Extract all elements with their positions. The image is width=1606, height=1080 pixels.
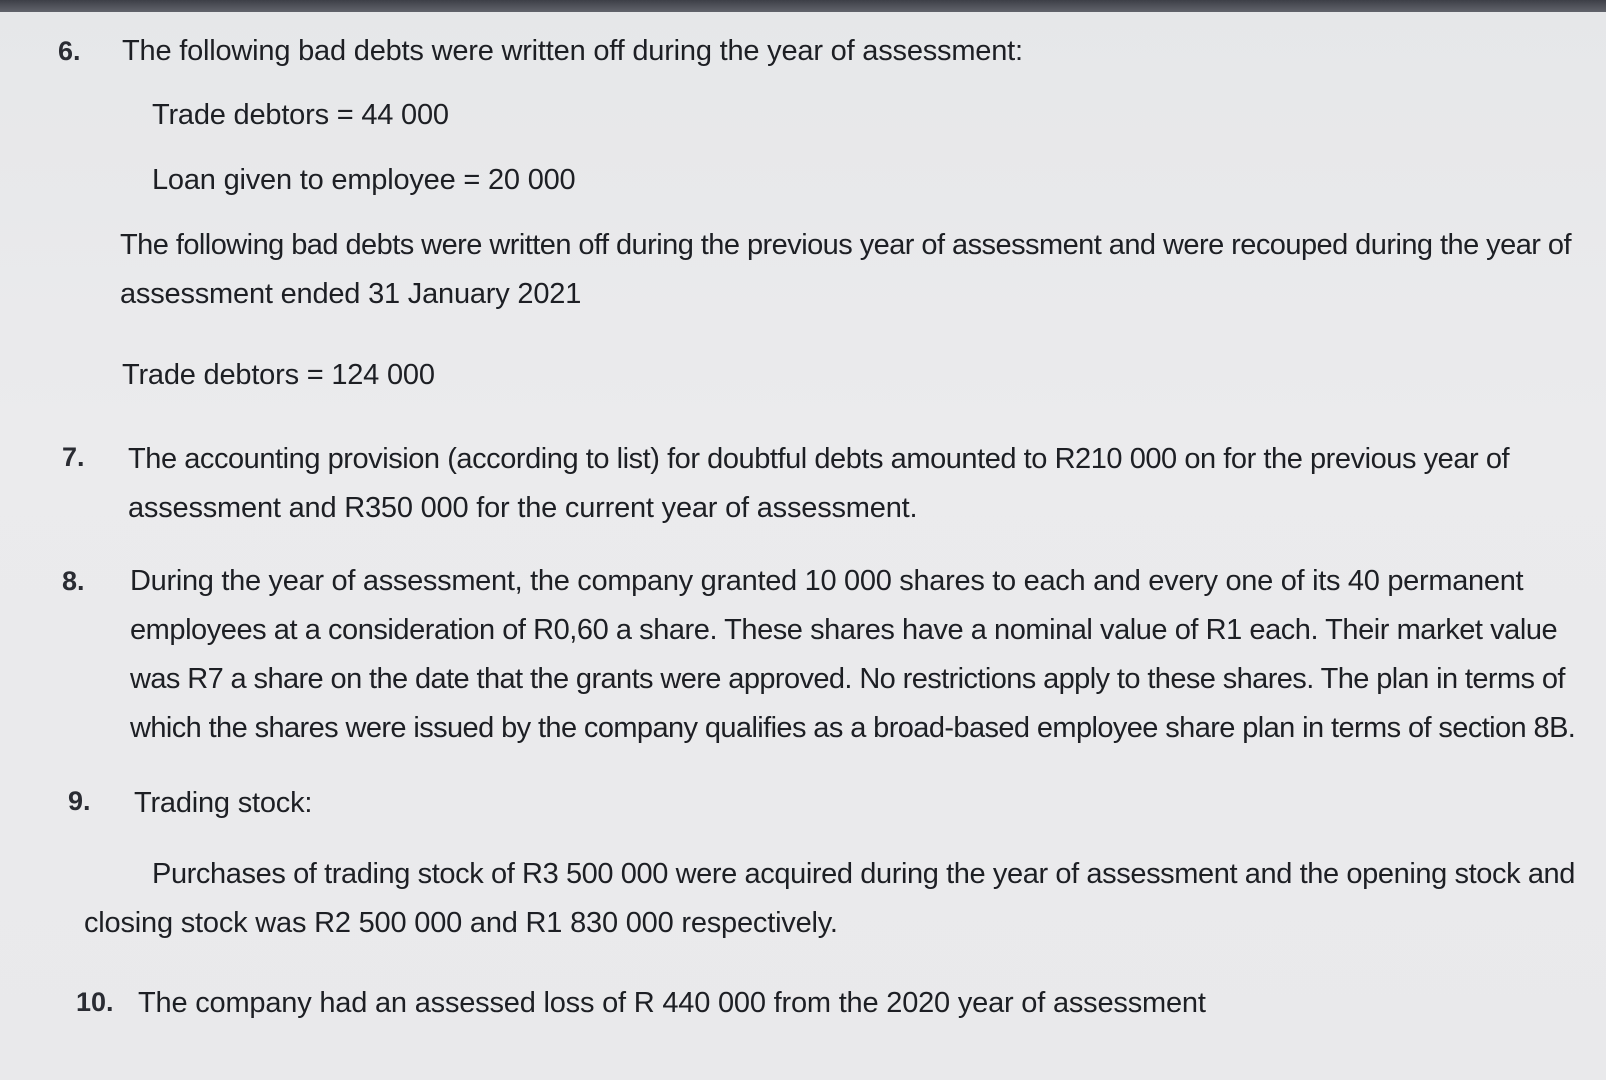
- item-7-line-1: The accounting provision (according to list) for doubtful debts amounted to R210 000 on for the previous year of: [128, 443, 1510, 475]
- item-7-number: 7.: [62, 442, 85, 472]
- item-6-previous-line-1: The following bad debts were written off during the previous year of assessment and were recouped during the year of: [120, 229, 1571, 261]
- item-6-intro: The following bad debts were written off during the year of assessment:: [122, 35, 1023, 67]
- item-6-previous-line-2: assessment ended 31 January 2021: [120, 278, 582, 310]
- item-8-line-2: employees at a consideration of R0,60 a share. These shares have a nominal value of R1 each. Their market value: [130, 614, 1558, 646]
- item-10-number: 10.: [76, 987, 114, 1017]
- item-6-loan-employee: Loan given to employee = 20 000: [152, 164, 576, 196]
- item-9-number: 9.: [68, 786, 91, 816]
- item-8-line-3: was R7 a share on the date that the grants were approved. No restrictions apply to these shares. The plan in terms of: [130, 663, 1565, 695]
- item-9-heading: Trading stock:: [134, 787, 313, 819]
- item-6-trade-debtors: Trade debtors = 44 000: [152, 99, 449, 131]
- item-8-line-1: During the year of assessment, the company granted 10 000 shares to each and every one of its 40 permanent: [130, 565, 1524, 597]
- top-edge-bar: [0, 0, 1606, 12]
- item-6-number: 6.: [58, 36, 81, 66]
- item-7-line-2: assessment and R350 000 for the current year of assessment.: [128, 492, 918, 524]
- item-8-line-4: which the shares were issued by the company qualifies as a broad-based employee share plan in terms of section 8B.: [130, 712, 1576, 744]
- item-6-recouped-trade-debtors: Trade debtors = 124 000: [122, 359, 435, 391]
- item-9-line-2: closing stock was R2 500 000 and R1 830 000 respectively.: [84, 907, 838, 939]
- item-10-line-1: The company had an assessed loss of R 440 000 from the 2020 year of assessment: [138, 987, 1206, 1019]
- item-8-number: 8.: [62, 566, 85, 596]
- item-9-line-1: Purchases of trading stock of R3 500 000 were acquired during the year of assessment and the opening stock and: [152, 858, 1576, 890]
